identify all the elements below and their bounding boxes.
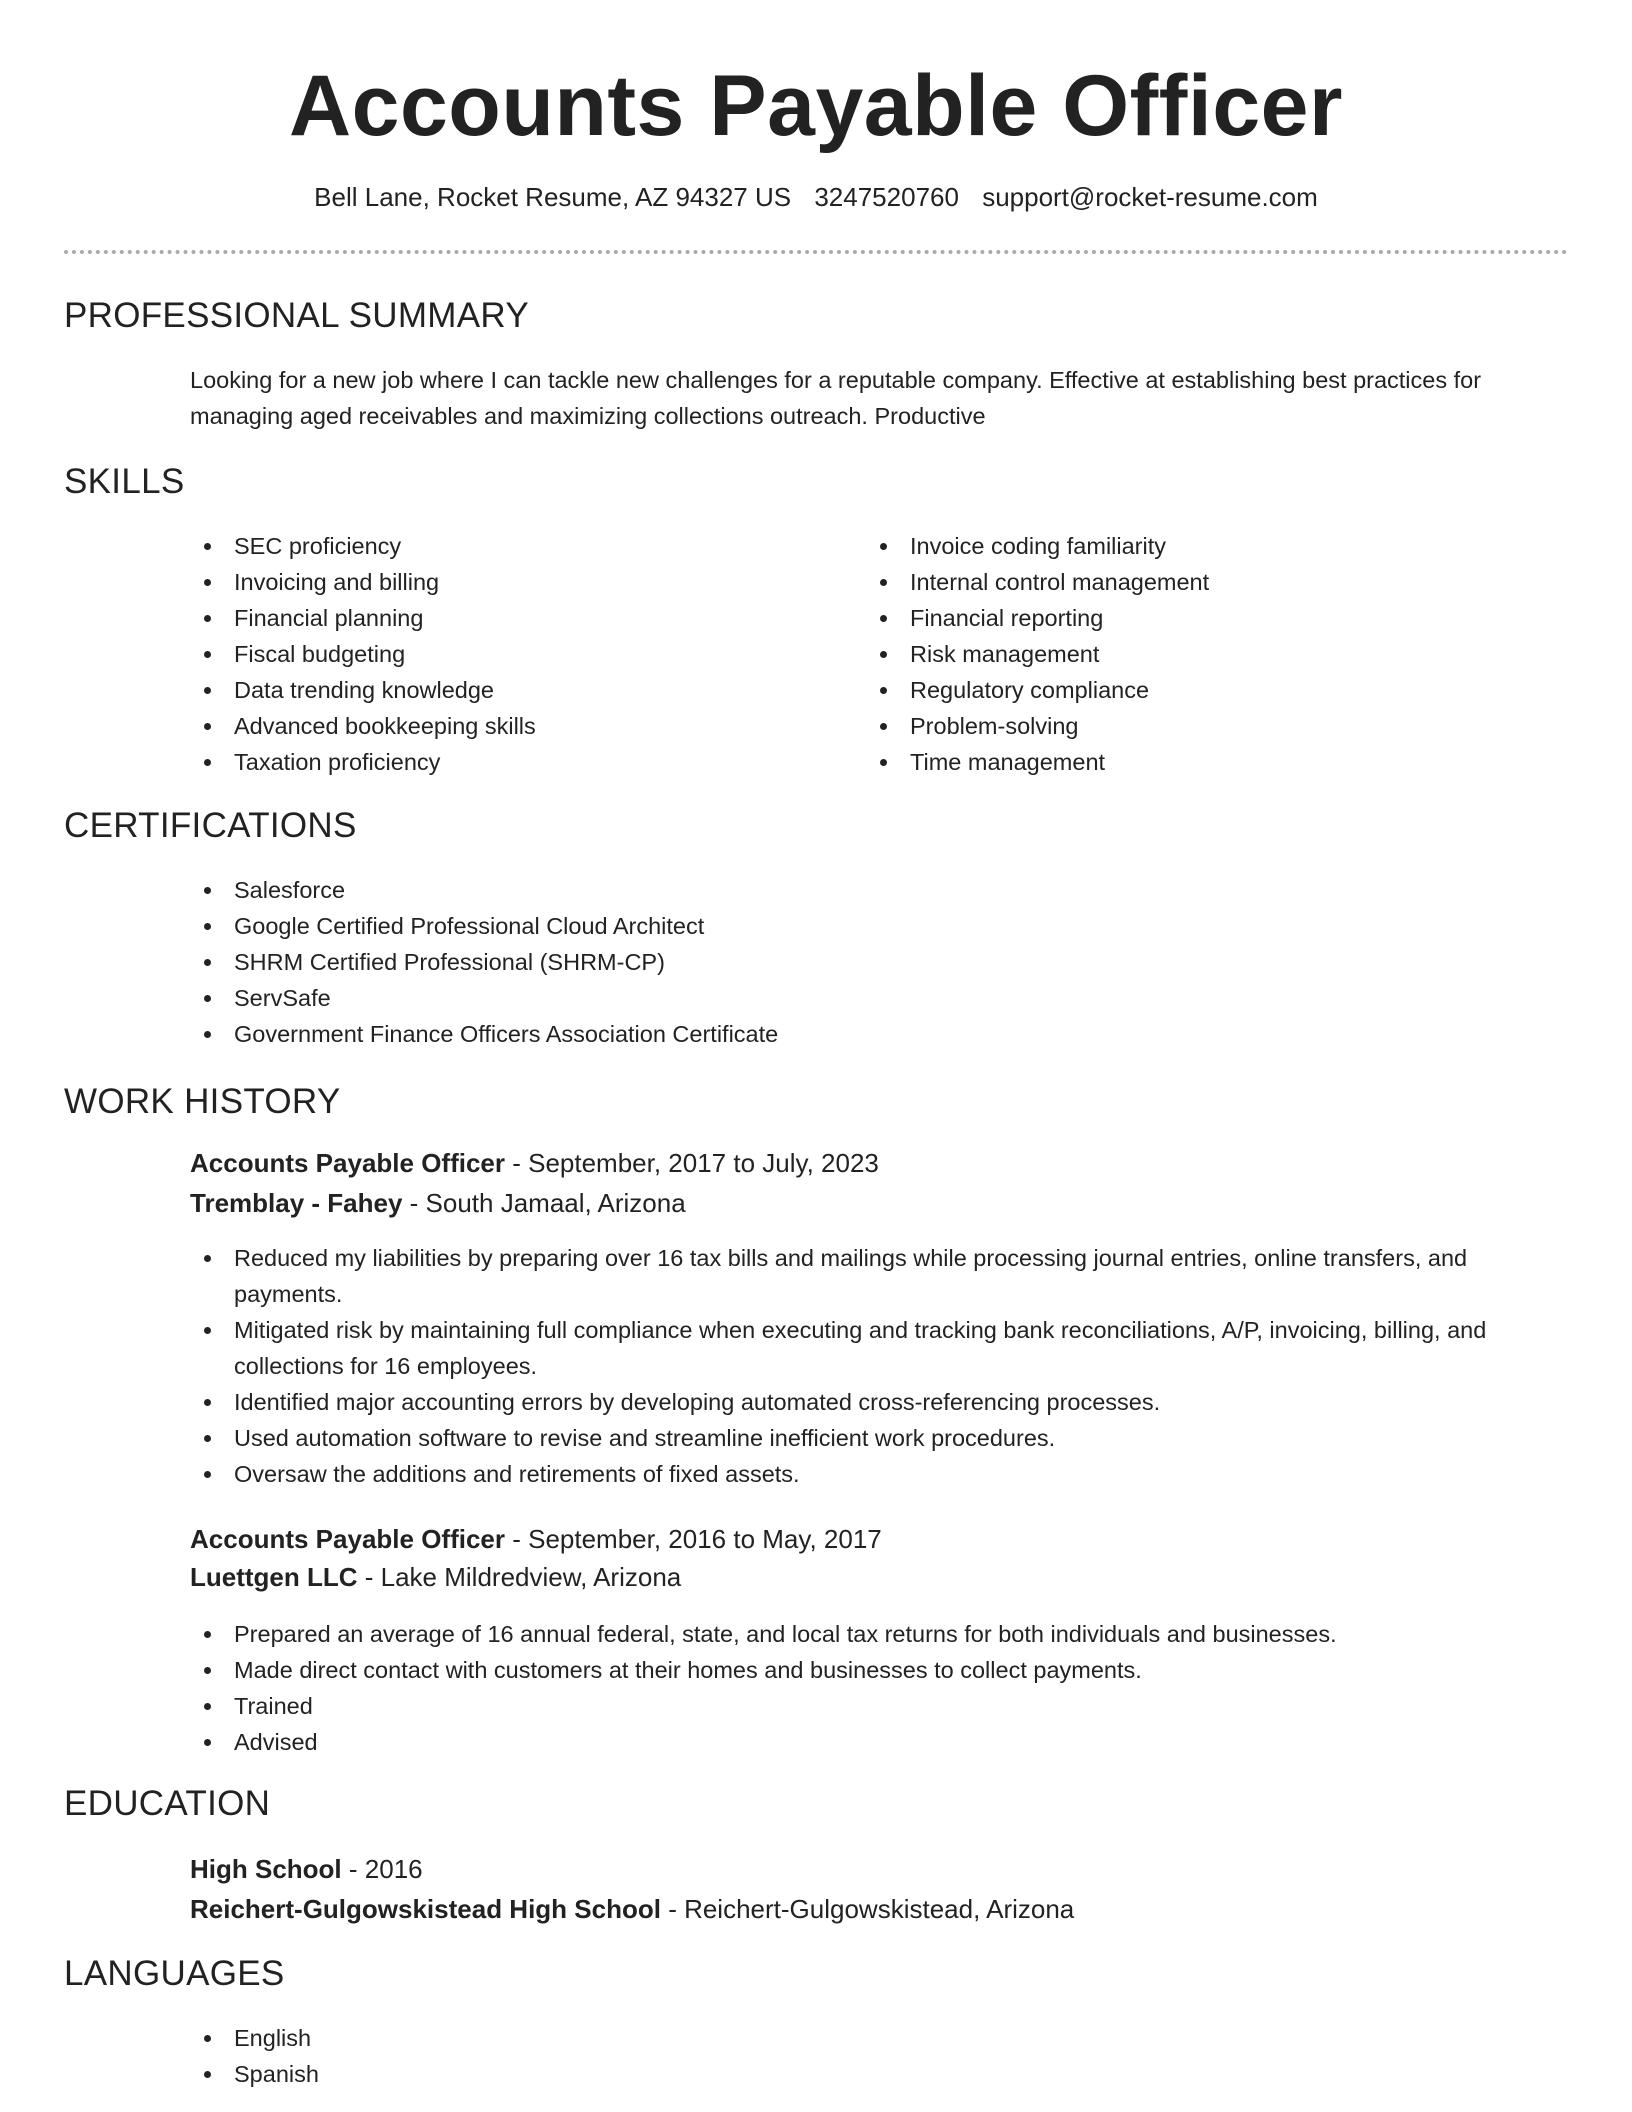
header-divider xyxy=(64,250,1568,254)
summary-text: Looking for a new job where I can tackle new challenges for a reputable company. Effective at establishing best practices for managing aged receivables and maximizing collections outreach. Productive xyxy=(190,367,1482,429)
job-location: - South Jamaal, Arizona xyxy=(402,1188,686,1218)
skill-item: Data trending knowledge xyxy=(190,672,830,708)
skills-right-column xyxy=(866,528,1506,780)
job-bullets xyxy=(190,1240,1530,1492)
skill-item: Time management xyxy=(866,744,1506,780)
contact-phone: 3247520760 xyxy=(814,182,959,212)
certifications-list xyxy=(190,872,1490,1052)
skills-heading: SKILLS xyxy=(64,462,185,501)
certifications-heading: CERTIFICATIONS xyxy=(64,806,357,845)
contact-email: support@rocket-resume.com xyxy=(982,182,1318,212)
job-bullet: Mitigated risk by maintaining full compliance when executing and tracking bank reconciliations, A/P, invoicing, billing, and collections for 16 employees. xyxy=(190,1312,1530,1384)
skill-item: Invoicing and billing xyxy=(190,564,830,600)
skill-item: Problem-solving xyxy=(866,708,1506,744)
job-role: Accounts Payable Officer xyxy=(190,1524,505,1554)
skills-left-column xyxy=(190,528,830,780)
job-bullet: Advised xyxy=(190,1724,1530,1760)
job-company-line xyxy=(190,1562,681,1593)
candidate-name: Accounts Payable Officer xyxy=(289,58,1343,154)
skill-item: Invoice coding familiarity xyxy=(866,528,1506,564)
job-bullet: Reduced my liabilities by preparing over 16 tax bills and mailings while processing journal entries, online transfers, and payments. xyxy=(190,1240,1530,1312)
skill-item: Regulatory compliance xyxy=(866,672,1506,708)
education-year: - 2016 xyxy=(341,1854,423,1884)
language-item: Spanish xyxy=(190,2056,990,2092)
job-role: Accounts Payable Officer xyxy=(190,1148,505,1178)
job-bullet: Used automation software to revise and streamline inefficient work procedures. xyxy=(190,1420,1530,1456)
job-bullet: Oversaw the additions and retirements of fixed assets. xyxy=(190,1456,1530,1492)
certification-item: Google Certified Professional Cloud Architect xyxy=(190,908,1490,944)
education-school: Reichert-Gulgowskistead High School xyxy=(190,1894,661,1924)
education-heading: EDUCATION xyxy=(64,1784,271,1823)
education-school-line xyxy=(190,1894,1074,1925)
certification-item: Government Finance Officers Association Certificate xyxy=(190,1016,1490,1052)
job-title-line xyxy=(190,1148,879,1179)
work-history-heading: WORK HISTORY xyxy=(64,1082,341,1121)
skill-item: Advanced bookkeeping skills xyxy=(190,708,830,744)
contact-line xyxy=(0,182,1632,213)
skill-item: SEC proficiency xyxy=(190,528,830,564)
job-company: Tremblay - Fahey xyxy=(190,1188,403,1218)
job-bullet: Made direct contact with customers at their homes and businesses to collect payments. xyxy=(190,1652,1530,1688)
skill-item: Internal control management xyxy=(866,564,1506,600)
languages-heading: LANGUAGES xyxy=(64,1954,285,1993)
job-bullet: Trained xyxy=(190,1688,1530,1724)
education-degree-line xyxy=(190,1854,423,1885)
job-dates: - September, 2017 to July, 2023 xyxy=(505,1148,879,1178)
job-company-line xyxy=(190,1188,686,1219)
job-bullet: Identified major accounting errors by developing automated cross-referencing processes. xyxy=(190,1384,1530,1420)
job-company: Luettgen LLC xyxy=(190,1562,358,1592)
skill-item: Risk management xyxy=(866,636,1506,672)
job-title-line xyxy=(190,1524,882,1555)
skill-item: Taxation proficiency xyxy=(190,744,830,780)
skill-item: Financial planning xyxy=(190,600,830,636)
skill-item: Fiscal budgeting xyxy=(190,636,830,672)
job-bullet: Prepared an average of 16 annual federal, state, and local tax returns for both individuals and businesses. xyxy=(190,1616,1530,1652)
job-location: - Lake Mildredview, Arizona xyxy=(357,1562,682,1592)
certification-item: Salesforce xyxy=(190,872,1490,908)
education-location: - Reichert-Gulgowskistead, Arizona xyxy=(660,1894,1075,1924)
job-dates: - September, 2016 to May, 2017 xyxy=(505,1524,882,1554)
education-degree: High School xyxy=(190,1854,342,1884)
contact-address: Bell Lane, Rocket Resume, AZ 94327 US xyxy=(314,182,792,212)
language-item: English xyxy=(190,2020,990,2056)
languages-list xyxy=(190,2020,990,2092)
summary-heading: PROFESSIONAL SUMMARY xyxy=(64,296,529,335)
skill-item: Financial reporting xyxy=(866,600,1506,636)
certification-item: SHRM Certified Professional (SHRM-CP) xyxy=(190,944,1490,980)
certification-item: ServSafe xyxy=(190,980,1490,1016)
job-bullets xyxy=(190,1616,1530,1760)
